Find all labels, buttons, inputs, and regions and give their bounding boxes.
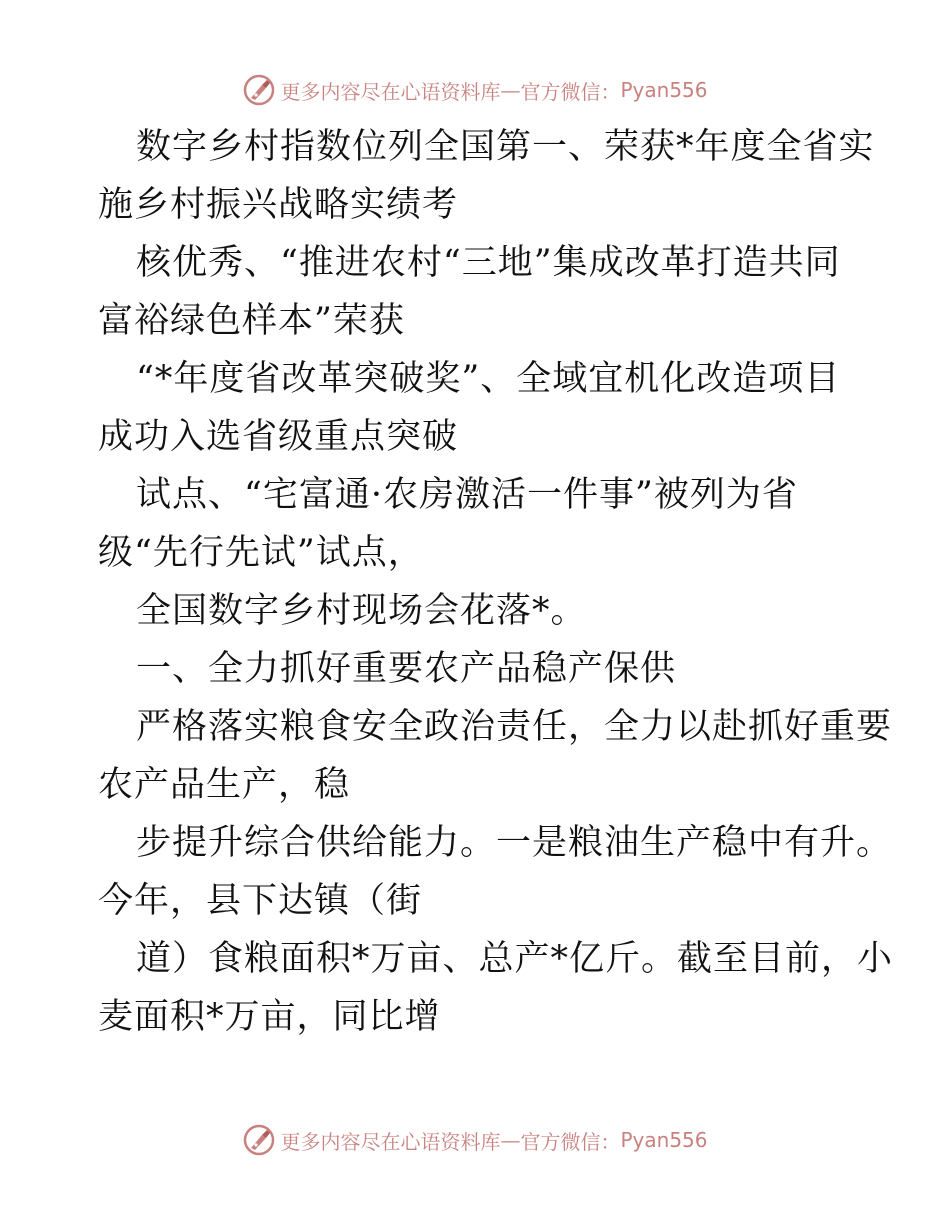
- body-line: 道）食粮面积*万亩、总产*亿斤。截至目前，小: [136, 939, 894, 979]
- section-heading: 一、全力抓好重要农产品稳产保供: [136, 649, 677, 689]
- body-line: 严格落实粮食安全政治责任，全力以赴抓好重要: [136, 707, 893, 747]
- header-watermark: [0, 70, 950, 110]
- body-line: 全国数字乡村现场会花落*。: [136, 591, 587, 631]
- pen-nib-circle-icon: [242, 1123, 276, 1157]
- footer-watermark: [0, 1120, 950, 1160]
- body-line: 富裕绿色样本”荣获: [98, 301, 405, 341]
- body-line: 成功入选省级重点突破: [98, 417, 459, 457]
- body-line: 农产品生产，稳: [98, 765, 351, 805]
- watermark-subtitle: 官方微信：: [520, 79, 621, 104]
- pen-nib-circle-icon: [242, 73, 276, 107]
- watermark-wechat-id: Pyan556: [620, 1128, 708, 1152]
- document-body: [98, 118, 894, 1046]
- watermark-title: 更多内容尽在心语资料库: [280, 1129, 501, 1154]
- body-line: 核优秀、“推进农村“三地”集成改革打造共同: [136, 243, 841, 283]
- body-line: 步提升综合供给能力。一是粮油生产稳中有升。: [136, 823, 893, 863]
- body-line: 级“先行先试”试点，: [98, 533, 424, 573]
- body-line: 试点、“宅富通·农房激活一件事”被列为省: [136, 475, 798, 515]
- watermark-title: 更多内容尽在心语资料库: [280, 79, 501, 104]
- body-line: 数字乡村指数位列全国第一、荣获*年度全省实: [136, 127, 875, 167]
- body-line: 麦面积*万亩，同比增: [98, 997, 441, 1037]
- watermark-wechat-id: Pyan556: [620, 78, 708, 102]
- watermark-dash: —: [500, 78, 521, 102]
- body-line: 施乡村振兴战略实绩考: [98, 185, 459, 225]
- body-line: “*年度省改革突破奖”、全域宜机化改造项目: [136, 359, 841, 399]
- watermark-dash: —: [500, 1128, 521, 1152]
- body-line: 今年，县下达镇（街: [98, 881, 423, 921]
- watermark-subtitle: 官方微信：: [520, 1129, 621, 1154]
